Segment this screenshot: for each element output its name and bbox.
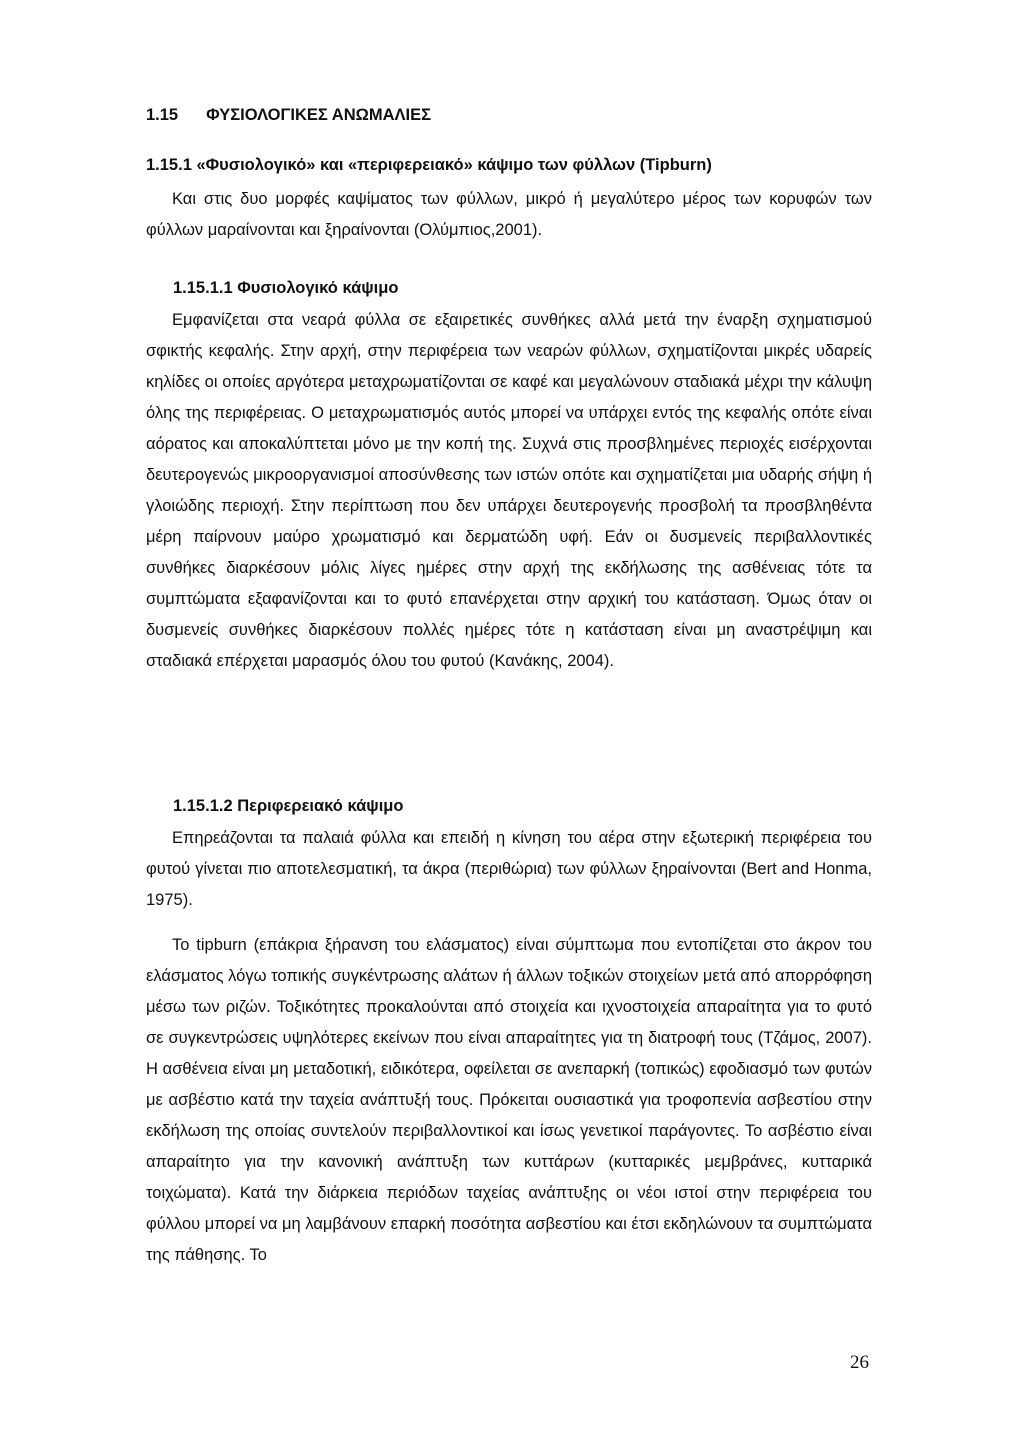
section-heading bbox=[146, 106, 431, 125]
subsection-paragraph: Και στις δυο μορφές καψίματος των φύλλων, μικρό ή μεγαλύτερο μέρος των κορυφών των φύλλων μαραίνονται και ξηραίνονται (Ολύμπιος,2001). bbox=[146, 190, 872, 239]
subsection-heading: 1.15.1 «Φυσιολογικό» και «περιφερειακό» κάψιμο των φύλλων (Tipburn) bbox=[146, 156, 712, 174]
page-number: 26 bbox=[850, 1352, 869, 1373]
peripheral-paragraph-1: Επηρεάζονται τα παλαιά φύλλα και επειδή η κίνηση του αέρα στην εξωτερική περιφέρεια του φυτού γίνεται πιο αποτελεσματική, τα άκρα (περιθώρια) των φύλλων ξηραίνονται (Bert and Honma, 1975). bbox=[146, 829, 872, 909]
section-title: ΦΥΣΙΟΛΟΓΙΚΕΣ ΑΝΩΜΑΛΙΕΣ bbox=[206, 106, 432, 124]
peripheral-paragraph-2: Το tipburn (επάκρια ξήρανση του ελάσματος) είναι σύμπτωμα που εντοπίζεται στο άκρον του ελάσματος λόγω τοπικής συγκέντρωσης αλάτων ή άλλων τοξικών στοιχείων μετά από απορρόφηση μέσω των ριζών. Τοξικότητες προκαλούνται από στοιχεία και ιχνοστοιχεία απαραίτητα για το φυτό σε συγκεντρώσεις υψηλότερες εκείνων που είναι απαραίτητες για τη διατροφή τους (Τζάμος, 2007). Η ασθένεια είναι μη μεταδοτική, ειδικότερα, οφείλεται σε ανεπαρκή (τοπικώς) εφοδιασμό των φυτών με ασβέστιο κατά την ταχεία ανάπτυξή τους. Πρόκειται ουσιαστικά για τροφοπενία ασβεστίου στην εκδήλωση της οποίας συντελούν περιβαλλοντικοί και ίσως γενετικοί παράγοντες. Το ασβέστιο είναι απαραίτητο για την κανονική ανάπτυξη των κυττάρων (κυτταρικές μεμβράνες, κυτταρικά τοιχώματα). Κατά την διάρκεια περιόδων ταχείας ανάπτυξης οι νέοι ιστοί στην περιφέρεια του φύλλου μπορεί να μη λαμβάνουν επαρκή ποσότητα ασβεστίου και έτσι εκδηλώνουν τα συμπτώματα της πάθησης. Το bbox=[146, 936, 872, 1264]
physiological-heading: 1.15.1.1 Φυσιολογικό κάψιμο bbox=[173, 279, 399, 297]
physiological-paragraph: Εμφανίζεται στα νεαρά φύλλα σε εξαιρετικές συνθήκες αλλά μετά την έναρξη σχηματισμού σφικτής κεφαλής. Στην αρχή, στην περιφέρεια των νεαρών φύλλων, σχηματίζονται μικρές υδαρείς κηλίδες οι οποίες αργότερα μεταχρωματίζονται σε καφέ και μεγαλώνουν σταδιακά μέχρι την κάλυψη όλης της περιφέρειας. Ο μεταχρωματισμός αυτός μπορεί να υπάρχει εντός της κεφαλής οπότε είναι αόρατος και αποκαλύπτεται μόνο με την κοπή της. Συχνά στις προσβλημένες περιοχές εισέρχονται δευτερογενώς μικροοργανισμοί αποσύνθεσης των ιστών οπότε και σχηματίζεται μια υδαρής σήψη ή γλοιώδης περιοχή. Στην περίπτωση που δεν υπάρχει δευτερογενής προσβολή τα προσβληθέντα μέρη παίρνουν μαύρο χρωματισμό και δερματώδη υφή. Εάν οι δυσμενείς περιβαλλοντικές συνθήκες διαρκέσουν μόλις λίγες ημέρες στην αρχή της εκδήλωσης της ασθένειας τότε τα συμπτώματα εξαφανίζονται και το φυτό επανέρχεται στην αρχική του κατάσταση. Όμως όταν οι δυσμενείς συνθήκες διαρκέσουν πολλές ημέρες τότε η κατάσταση είναι μη αναστρέψιμη και σταδιακά επέρχεται μαρασμός όλου του φυτού (Κανάκης, 2004). bbox=[146, 311, 872, 670]
section-number: 1.15 bbox=[146, 106, 179, 124]
peripheral-heading: 1.15.1.2 Περιφερειακό κάψιμο bbox=[173, 797, 404, 815]
